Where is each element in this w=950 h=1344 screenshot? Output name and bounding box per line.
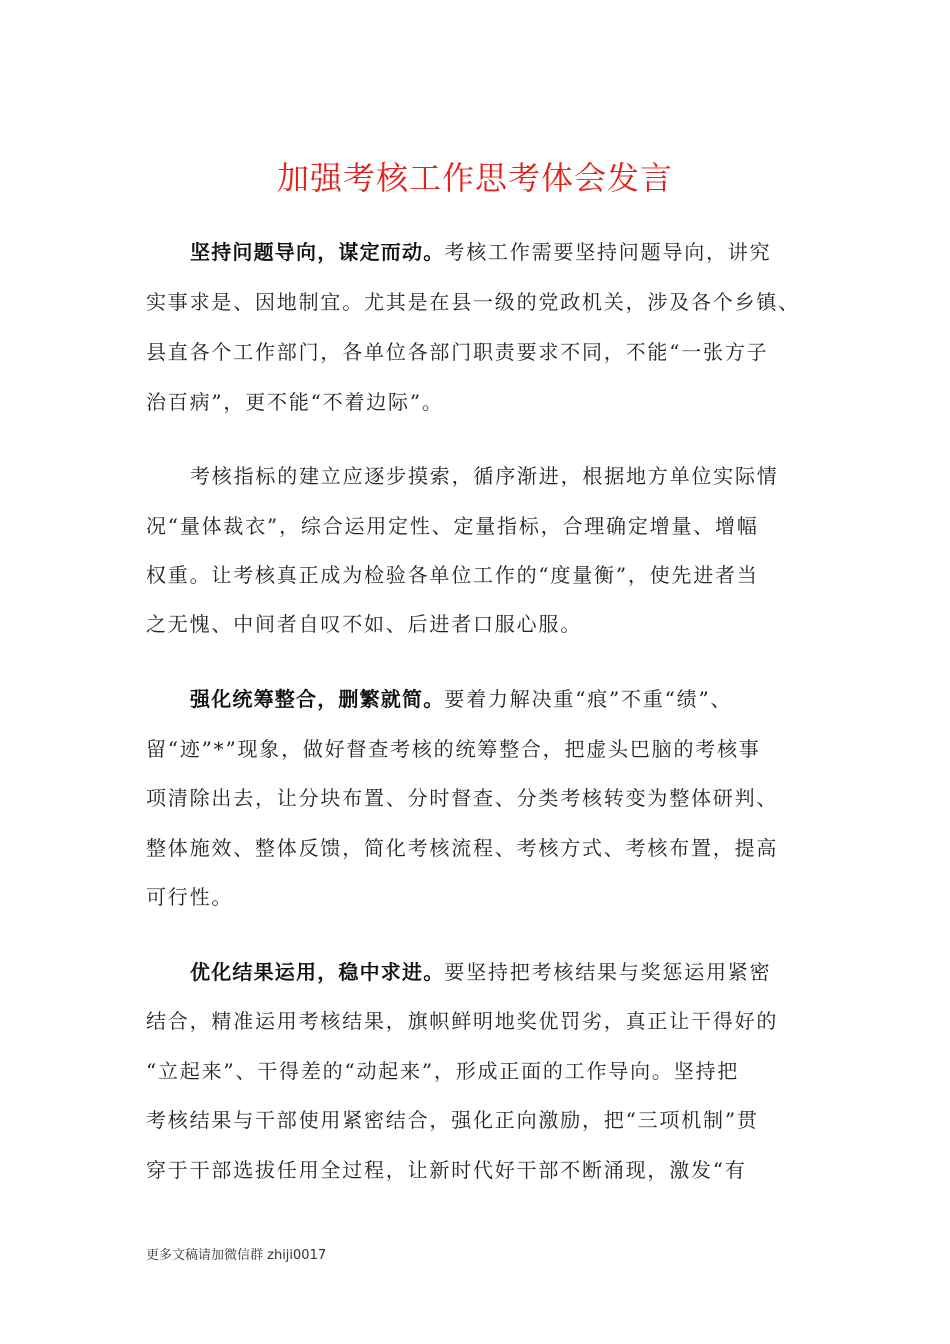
paragraph-1-line-3: 县直各个工作部门，各单位各部门职责要求不同，不能“一张方子 bbox=[146, 340, 769, 364]
paragraph-1-line-4: 治百病”，更不能“不着边际”。 bbox=[146, 390, 444, 414]
paragraph-4-lead: 优化结果运用，稳中求进。 bbox=[190, 960, 445, 984]
paragraph-1-lead: 坚持问题导向，谋定而动。 bbox=[190, 240, 445, 264]
paragraph-3-lead: 强化统筹整合，删繁就简。 bbox=[190, 687, 445, 711]
paragraph-4-line-5: 穿于干部选拔任用全过程，让新时代好干部不断涌现，激发“有 bbox=[146, 1158, 747, 1182]
paragraph-2-line-2: 况“量体裁衣”，综合运用定性、定量指标，合理确定增量、增幅 bbox=[146, 514, 759, 538]
paragraph-1-line-2: 实事求是、因地制宜。尤其是在县一级的党政机关，涉及各个乡镇、 bbox=[146, 290, 800, 314]
document-title: 加强考核工作思考体会发言 bbox=[276, 159, 673, 197]
paragraph-3-line-3: 项清除出去，让分块布置、分时督查、分类考核转变为整体研判、 bbox=[146, 786, 779, 810]
page-footer: 更多文稿请加微信群 zhiji0017 bbox=[146, 1248, 327, 1263]
paragraph-3-line-4: 整体施效、整体反馈，简化考核流程、考核方式、考核布置，提高 bbox=[146, 836, 779, 860]
paragraph-2-line-4: 之无愧、中间者自叹不如、后进者口服心服。 bbox=[146, 612, 582, 636]
paragraph-3-text: 要着力解决重“痕”不重“绩”、 bbox=[444, 687, 733, 711]
paragraph-3-line-1 bbox=[190, 679, 732, 719]
paragraph-4-line-1 bbox=[190, 952, 771, 992]
paragraph-4-line-2: 结合，精准运用考核结果，旗帜鲜明地奖优罚劣，真正让干得好的 bbox=[146, 1009, 779, 1033]
paragraph-1-line-1 bbox=[190, 232, 771, 272]
paragraph-4-line-4: 考核结果与干部使用紧密结合，强化正向激励，把“三项机制”贯 bbox=[146, 1108, 759, 1132]
paragraph-3-line-2: 留“迹”*”现象，做好督查考核的统筹整合，把虚头巴脑的考核事 bbox=[146, 737, 761, 761]
paragraph-1-text: 考核工作需要坚持问题导向，讲究 bbox=[444, 240, 772, 264]
paragraph-2-line-3: 权重。让考核真正成为检验各单位工作的“度量衡”，使先进者当 bbox=[146, 563, 759, 587]
paragraph-3-line-5: 可行性。 bbox=[146, 885, 234, 909]
paragraph-4-text: 要坚持把考核结果与奖惩运用紧密 bbox=[444, 960, 772, 984]
paragraph-2-line-1: 考核指标的建立应逐步摸索，循序渐进，根据地方单位实际情 bbox=[190, 464, 779, 488]
paragraph-4-line-3: “立起来”、干得差的“动起来”，形成正面的工作导向。坚持把 bbox=[146, 1059, 740, 1083]
